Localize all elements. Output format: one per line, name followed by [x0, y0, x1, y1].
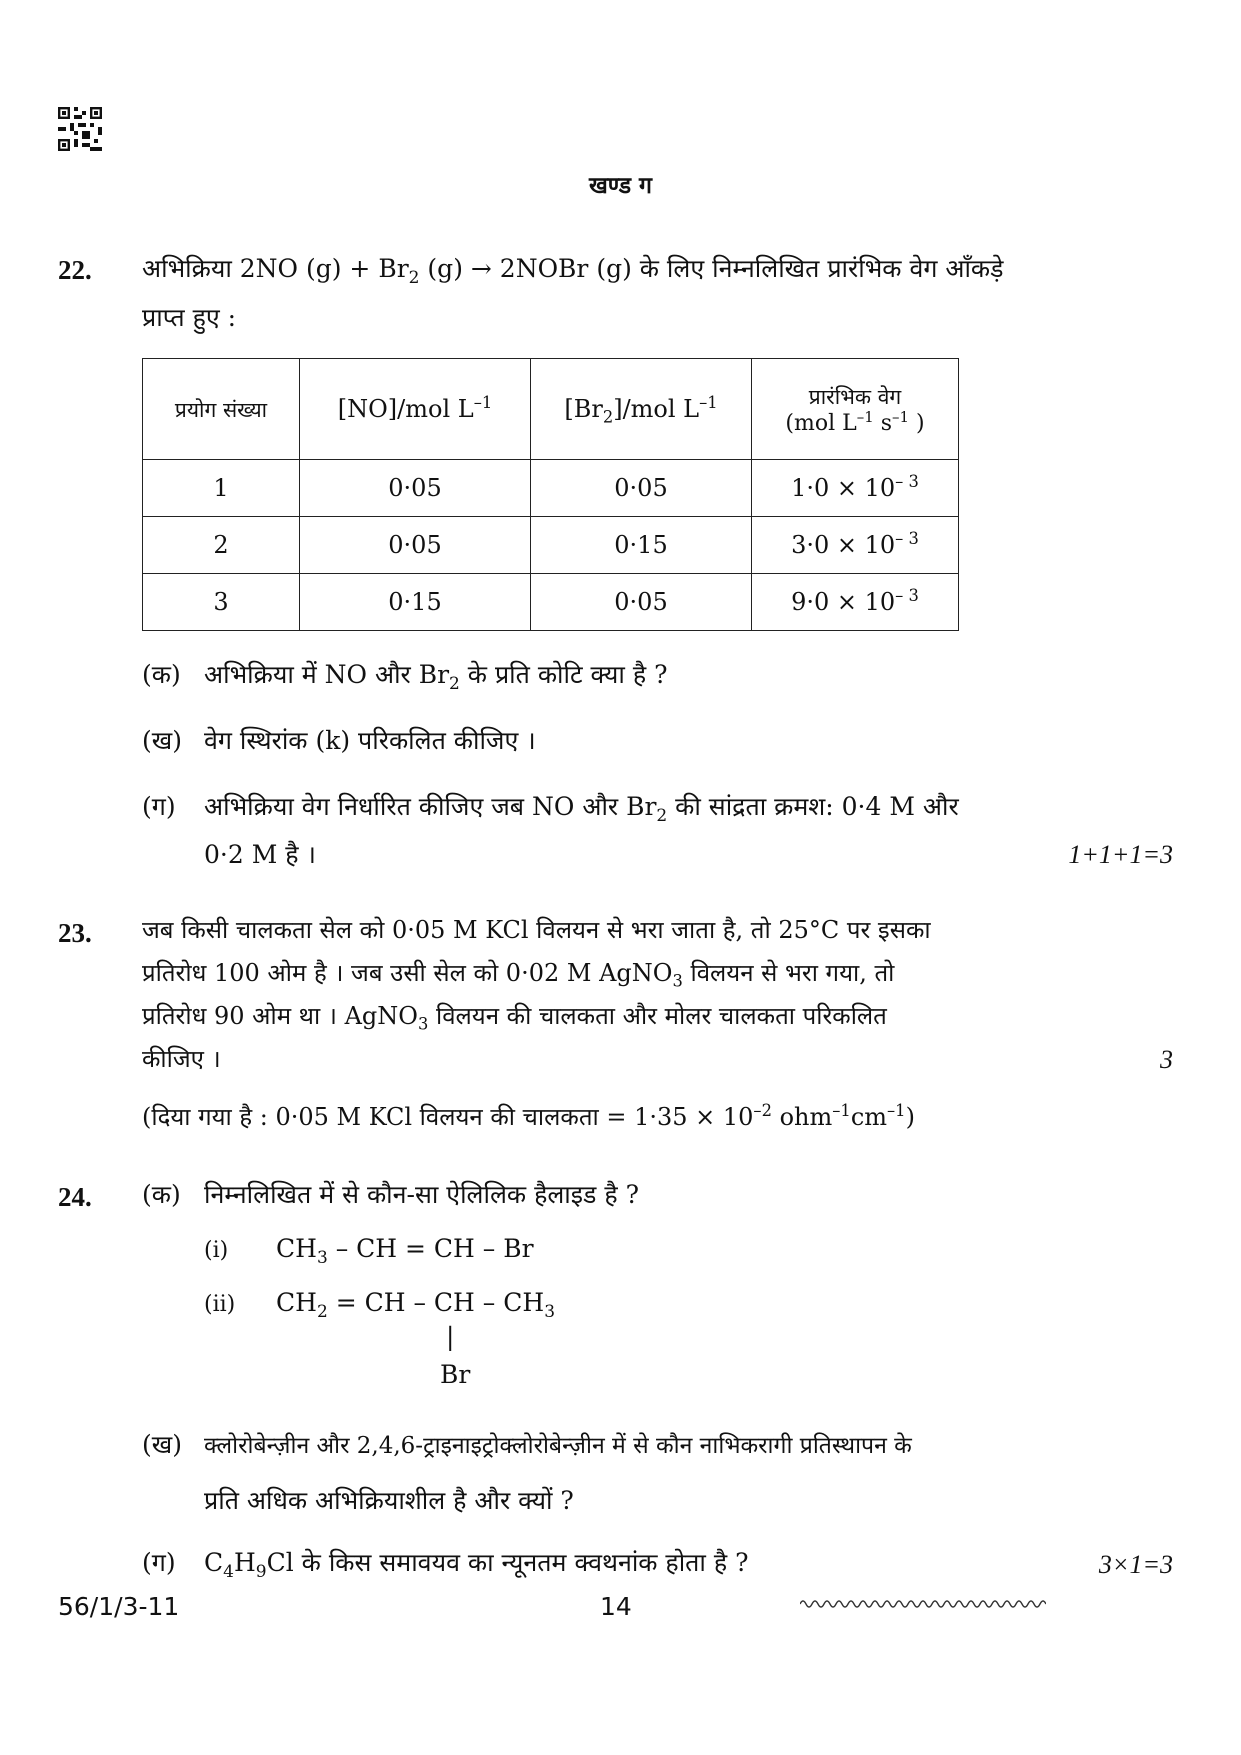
section-title: खण्ड ग	[588, 173, 652, 199]
question-number: 22.	[58, 255, 92, 285]
question-text: जब किसी चालकता सेल को 0·05 M KCl विलयन से भरा जाता है, तो 25°C पर इसका	[142, 916, 931, 944]
table-row	[143, 460, 959, 517]
table-header-cell: प्रारंभिक वेग (mol $L^{-1}$ $s^{-1}$ )	[752, 359, 959, 460]
table-cell: 2	[143, 517, 300, 574]
sub-question-a: (क) अभिक्रिया में NO और $Br_2$ के प्रति कोटि क्या है ?	[142, 660, 668, 694]
table-header-row	[143, 359, 959, 460]
table-header-cell: $[Br_2]$/mol $L^{-1}$	[531, 359, 752, 460]
table-cell: 0·05	[531, 460, 752, 517]
table-cell: $1\cdot 0 \times 10^{- 3}$	[752, 460, 959, 517]
question-text: प्राप्त हुए :	[142, 303, 237, 332]
wavy-line-icon	[800, 1596, 1046, 1612]
paper-code: 56/1/3-11	[58, 1592, 180, 1621]
sub-question-c: (ग) $C_4H_9Cl$ के किस समावयव का न्यूनतम क्वथनांक होता है ?	[142, 1548, 749, 1582]
sub-question-b: (ख) क्लोरोबेन्ज़ीन और 2,4,6-ट्राइनाइट्रोक्लोरोबेन्ज़ीन में से कौन नाभिकरागी प्रतिस्थापन के	[142, 1430, 912, 1459]
page-number: 14	[600, 1592, 632, 1621]
option-ii: (ii) $CH_2$ = CH – CH – $CH_3$	[204, 1288, 556, 1322]
table-cell: $9\cdot 0 \times 10^{- 3}$	[752, 574, 959, 631]
table-header-cell: प्रयोग संख्या	[143, 359, 300, 460]
sub-question-c: (ग) अभिक्रिया वेग निर्धारित कीजिए जब NO और $Br_2$ की सांद्रता क्रमश: 0·4 M और	[142, 792, 959, 826]
marks-label: 3×1=3	[1098, 1550, 1173, 1579]
qr-code-icon	[58, 107, 102, 151]
table-cell: 0·05	[300, 460, 531, 517]
rate-data-table	[142, 358, 959, 631]
question-number: 23.	[58, 918, 92, 948]
option-i: (i) $CH_3$ – CH = CH – Br	[204, 1234, 534, 1268]
table-cell: $3\cdot 0 \times 10^{- 3}$	[752, 517, 959, 574]
table-row	[143, 517, 959, 574]
bromine-substituent: Br	[440, 1360, 471, 1389]
question-text: प्रतिरोध 90 ओम था । AgNO$_3$ विलयन की चालकता और मोलर चालकता परिकलित	[142, 1002, 887, 1034]
given-data: (दिया गया है : 0·05 M KCl विलयन की चालकता = $1\cdot 35 \times 10^{-2}$ $ohm^{-1}cm^{-1}$)	[142, 1101, 915, 1131]
table-cell: 0·05	[531, 574, 752, 631]
table-row	[143, 574, 959, 631]
table-header-cell: [NO]/mol $L^{-1}$	[300, 359, 531, 460]
sub-question-b-continued: प्रति अधिक अभिक्रियाशील है और क्यों ?	[204, 1486, 574, 1515]
question-number: 24.	[58, 1182, 92, 1212]
sub-question-b: (ख) वेग स्थिरांक (k) परिकलित कीजिए ।	[142, 726, 536, 755]
question-text: प्रतिरोध 100 ओम है । जब उसी सेल को 0·02 M AgNO$_3$ विलयन से भरा गया, तो	[142, 959, 895, 991]
bond-line: |	[446, 1322, 455, 1351]
marks-label: 3	[1160, 1045, 1173, 1074]
sub-question-c-continued: 0·2 M है ।	[204, 840, 316, 869]
table-cell: 1	[143, 460, 300, 517]
table-cell: 0·15	[300, 574, 531, 631]
table-cell: 3	[143, 574, 300, 631]
table-cell: 0·05	[300, 517, 531, 574]
marks-label: 1+1+1=3	[1068, 840, 1173, 869]
sub-question-a: (क) निम्नलिखित में से कौन-सा ऐलिलिक हैलाइड है ?	[142, 1180, 640, 1209]
question-text: अभिक्रिया 2NO $(g) + Br_2$ (g) → 2NOBr (g) के लिए निम्नलिखित प्रारंभिक वेग आँकड़े	[142, 254, 1004, 288]
table-cell: 0·15	[531, 517, 752, 574]
question-text: कीजिए ।	[142, 1045, 221, 1073]
